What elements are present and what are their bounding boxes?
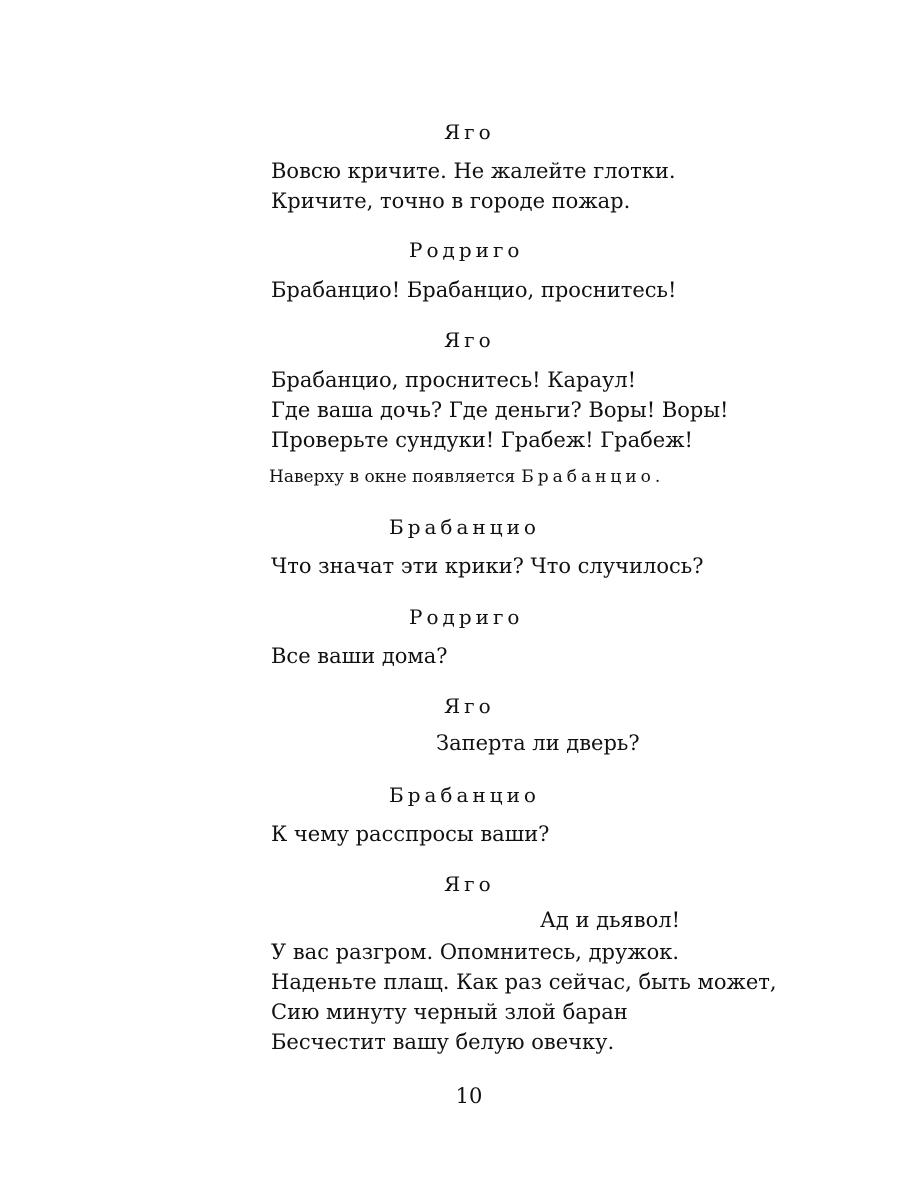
speech-text [271,641,448,671]
speech-text [271,937,777,1057]
verse-line: Бесчестит вашу белую овечку. [271,1030,615,1054]
verse-line: Что значат эти крики? Что случилось? [271,554,704,578]
verse-line: Брабанцио, проснитесь! Караул! [271,368,637,392]
speaker-name: Родриго [409,238,524,262]
stage-direction [269,467,664,487]
speech-text [271,365,729,455]
speaker-name: Яго [444,120,495,144]
indented-verse-line: Заперта ли дверь? [436,731,640,755]
speech-text [271,551,703,581]
speaker-name: Яго [444,872,495,896]
speaker-name: Родриго [409,605,524,629]
stage-direction-text: Наверху в окне появляется [269,467,516,487]
speech-text [271,819,549,849]
verse-line: Наденьте плащ. Как раз сейчас, быть может, [271,970,777,994]
verse-line: Кричите, точно в городе пожар. [271,189,631,213]
verse-line: Где ваша дочь? Где деньги? Воры! Воры! [271,398,729,422]
stage-direction-character: Брабанцио. [521,467,665,487]
verse-line: Проверьте сундуки! Грабеж! Грабеж! [271,428,693,452]
verse-line: Сию минуту черный злой баран [271,1000,628,1024]
speaker-name: Яго [444,694,495,718]
speech-text [271,275,676,305]
speaker-name: Брабанцио [389,515,540,539]
page-number: 10 [455,1084,483,1108]
verse-line: Вовсю кричите. Не жалейте глотки. [271,159,676,183]
verse-line: У вас разгром. Опомнитесь, дружок. [271,940,680,964]
indented-verse-line: Ад и дьявол! [540,908,681,932]
verse-line: К чему расспросы ваши? [271,822,550,846]
verse-line: Брабанцио! Брабанцио, проснитесь! [271,278,677,302]
speech-text [271,156,676,216]
speaker-name: Яго [444,328,495,352]
speaker-name: Брабанцио [389,783,540,807]
verse-line: Все ваши дома? [271,644,448,668]
